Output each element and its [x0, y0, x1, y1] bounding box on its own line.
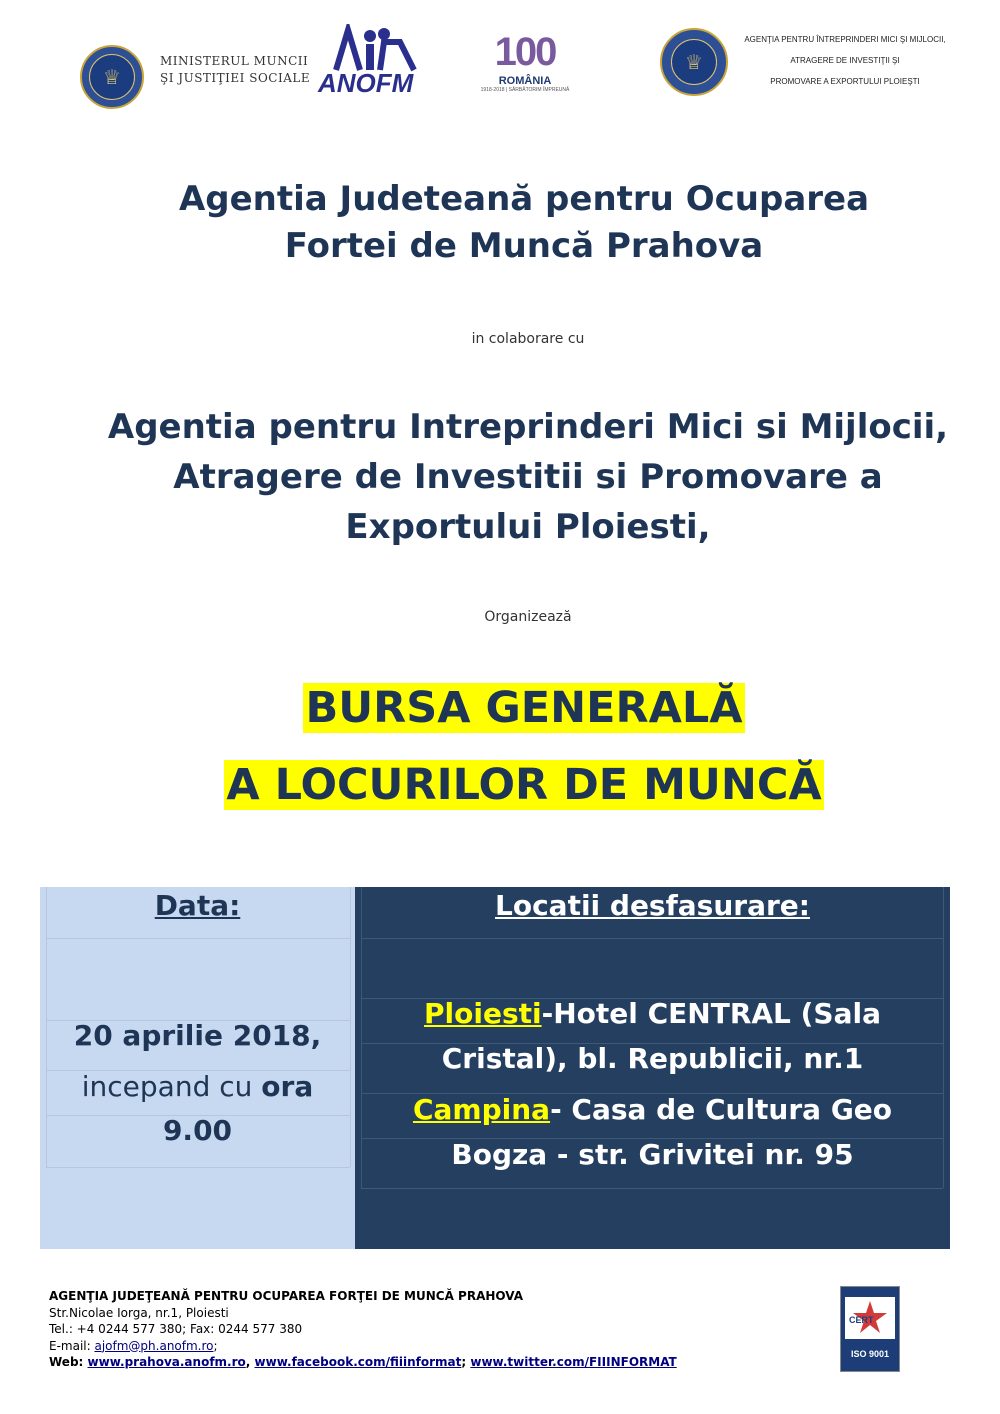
location-1-line1 — [355, 997, 950, 1030]
government-seal-logo-2 — [660, 28, 728, 96]
date-header: Data: — [154, 889, 241, 922]
ministry-line2: ŞI JUSTIŢIEI SOCIALE — [160, 71, 311, 85]
start-time-ora: ora — [261, 1070, 314, 1103]
aipm-line1: AGENŢIA PENTRU ÎNTREPRINDERI MICI ŞI MIJLOCII, — [744, 35, 946, 44]
footer-facebook-link[interactable]: www.facebook.com/fiiinformat — [254, 1355, 462, 1369]
anofm-logo — [318, 24, 434, 98]
cert-label: CERT — [849, 1315, 874, 1325]
start-time-line — [40, 1070, 355, 1103]
cert-star-icon — [841, 1293, 899, 1343]
footer-website-link[interactable]: www.prahova.anofm.ro — [87, 1355, 246, 1369]
location-2-city: Campina — [412, 1093, 551, 1126]
footer-web-label: Web: — [49, 1355, 88, 1369]
event-title-highlight-2: A LOCURILOR DE MUNCĂ — [226, 760, 822, 810]
collaboration-text: in colaborare cu — [471, 331, 585, 347]
partner-line3: Exportului Ploiesti, — [345, 507, 711, 547]
footer-email-link[interactable]: ajofm@ph.anofm.ro — [94, 1338, 214, 1353]
footer-address: Str.Nicolae Iorga, nr.1, Ploiesti — [49, 1305, 229, 1320]
footer-email-sep: ; — [213, 1338, 218, 1353]
partner-line1: Agentia pentru Intreprinderi Mici si Mijlocii, — [107, 407, 949, 447]
centenar-subtitle: 1918-2018 | SĂRBĂTORIM ÎMPREUNĂ — [480, 87, 570, 93]
government-seal-logo — [80, 45, 144, 109]
location-header: Locatii desfasurare: — [495, 889, 810, 922]
location-2-venue: - Casa de Cultura Geo — [550, 1093, 893, 1126]
partner-name — [28, 402, 1000, 552]
event-title-line2 — [0, 752, 1000, 818]
footer-web-line — [49, 1354, 809, 1371]
start-time: 9.00 — [162, 1114, 233, 1147]
footer-phone: Tel.: +4 0244 577 380; Fax: 0244 577 380 — [49, 1322, 303, 1336]
eagle-icon: ♕ — [89, 54, 135, 100]
title-line1: Agentia Judeteană pentru Ocuparea — [178, 179, 870, 219]
location-1-city: Ploiesti — [424, 997, 542, 1030]
footer-sep-2: ; — [461, 1355, 471, 1369]
footer-twitter-link[interactable]: www.twitter.com/FIIINFORMAT — [470, 1355, 677, 1369]
organizes-text: Organizează — [484, 609, 572, 625]
centenar-number: 100 — [494, 30, 556, 74]
footer-sep-1: , — [245, 1355, 255, 1369]
location-1-venue: -Hotel CENTRAL (Sala — [541, 997, 881, 1030]
eagle-icon: ♕ — [671, 39, 717, 85]
centenar-logo — [470, 30, 580, 105]
footer-org-name: AGENŢIA JUDEŢEANĂ PENTRU OCUPAREA FORŢEI DE MUNCĂ PRAHOVA — [49, 1289, 524, 1303]
location-2-address: Bogza - str. Grivitei nr. 95 — [451, 1138, 854, 1171]
iso-certification-badge — [840, 1286, 900, 1372]
aipm-logo-text — [730, 29, 960, 92]
anofm-figures-icon — [318, 24, 434, 72]
event-title-line1 — [0, 676, 1000, 740]
aipm-line3: PROMOVARE A EXPORTULUI PLOIEŞTI — [770, 77, 920, 86]
location-2-line1 — [355, 1093, 950, 1126]
anofm-label: ANOFM — [318, 68, 414, 98]
partner-line2: Atragere de Investitii si Promovare a — [173, 457, 883, 497]
page-title — [24, 176, 1000, 270]
centenar-word: ROMÂNIA — [498, 75, 552, 87]
iso-label: ISO 9001 — [850, 1349, 890, 1359]
ministry-line1: MINISTERUL MUNCII — [160, 54, 309, 68]
start-time-prefix: incepand cu — [81, 1070, 262, 1103]
title-line2: Fortei de Muncă Prahova — [284, 226, 764, 266]
date-column — [40, 887, 355, 1249]
footer-contact — [49, 1288, 809, 1371]
ministry-logo-text — [160, 53, 310, 87]
footer-email-label: E-mail: — [49, 1338, 95, 1353]
event-date: 20 aprilie 2018, — [73, 1019, 322, 1052]
footer-email-line — [49, 1338, 809, 1355]
event-title-highlight-1: BURSA GENERALĂ — [305, 683, 743, 733]
aipm-line2: ATRAGERE DE INVESTIŢII ŞI — [790, 56, 900, 65]
location-1-address: Cristal), bl. Republicii, nr.1 — [441, 1042, 864, 1075]
